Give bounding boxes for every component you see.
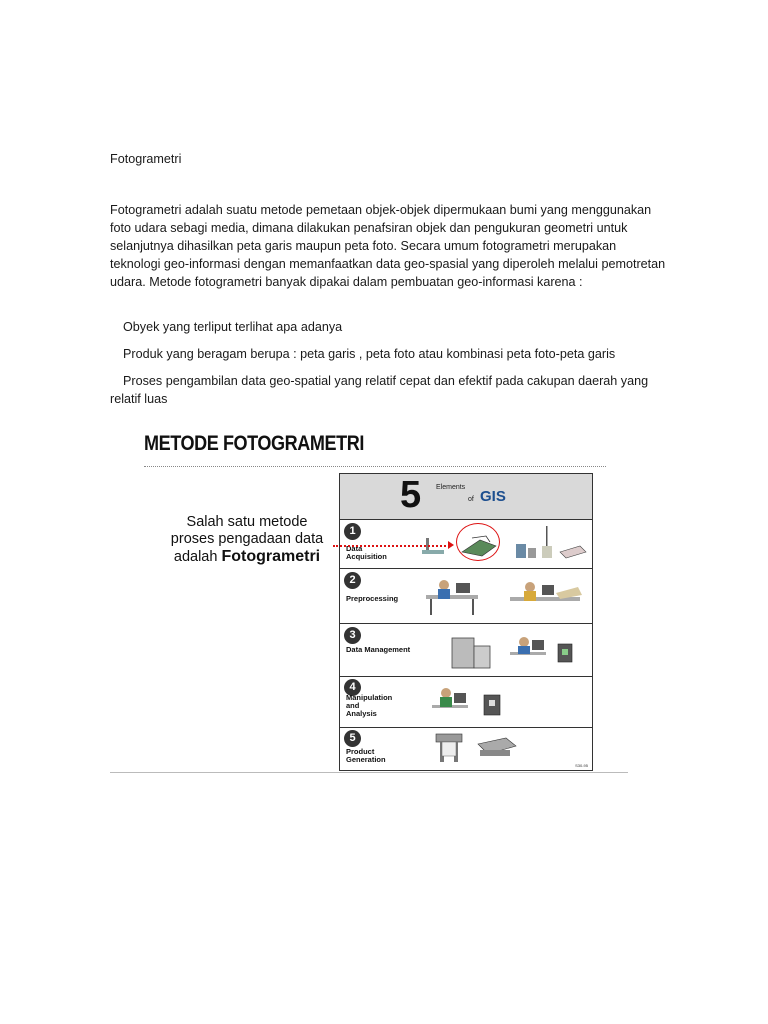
analysis-illustration-icon — [432, 683, 512, 723]
intro-paragraph: Fotogrametri adalah suatu metode pemetaan objek-objek dipermukaan bumi yang menggunakan foto udara sebagi media, dimana dilakukan penafsiran objek dan pengukuran geometri untuk selanjutnya dihasilkan peta garis maupun peta foto. Secara umum fotogrametri merupakan teknologi geo-informasi dengan memanfaatkan data geo-spasial yang diperoleh melalui pemotretan udara. Metode fotogrametri banyak dipakai dalam pembuatan geo-informasi karena : — [110, 203, 666, 289]
dotted-divider — [144, 466, 606, 467]
gis-word: GIS — [480, 488, 506, 505]
step-number: 4 — [344, 679, 361, 696]
step-row-preprocessing — [340, 569, 592, 624]
acquisition-illustration-icon — [420, 524, 588, 564]
step-number: 1 — [344, 523, 361, 540]
caption-line: proses pengadaan data — [170, 531, 324, 547]
gis-figure — [110, 428, 628, 774]
highlight-circle — [456, 523, 500, 561]
bullet-item: Obyek yang terliput terlihat apa adanya — [123, 320, 343, 334]
figure-title: METODE FOTOGRAMETRI — [144, 432, 364, 455]
step-label: Data Acquisition — [346, 544, 387, 561]
preprocessing-illustration-icon — [426, 573, 586, 621]
product-illustration-icon — [432, 730, 522, 766]
step-label: Manipulation and Analysis — [346, 693, 393, 718]
figure-caption — [162, 514, 332, 566]
gis-header — [340, 474, 592, 520]
step-row-product — [340, 728, 592, 770]
caption-prefix: adalah — [173, 549, 222, 565]
step-label: Product Generation — [346, 747, 386, 764]
data-management-illustration-icon — [450, 628, 582, 674]
gis-of-word: of — [468, 496, 474, 503]
gis-elements-panel — [339, 473, 593, 771]
gis-number: 5 — [400, 474, 422, 516]
figure-code: S30-95 — [575, 763, 588, 768]
page-title: Fotogrametri — [110, 152, 182, 166]
caption-emphasis: Fotogrametri — [221, 548, 321, 565]
step-label: Preprocessing — [346, 594, 399, 603]
caption-line: Salah satu metode — [186, 514, 308, 530]
red-dotted-arrow — [333, 545, 450, 547]
step-label: Data Management — [346, 645, 411, 654]
step-number: 5 — [344, 730, 361, 747]
arrow-head-icon — [448, 541, 454, 549]
figure-bottom-rule — [110, 772, 628, 773]
step-row-data-management — [340, 624, 592, 677]
step-number: 2 — [344, 572, 361, 589]
gis-elements-word: Elements — [436, 484, 466, 491]
step-row-manipulation — [340, 677, 592, 728]
bullet-item: Proses pengambilan data geo-spatial yang relatif cepat dan efektif pada cakupan daerah yang relatif luas — [110, 374, 649, 406]
bullet-item: Produk yang beragam berupa : peta garis , peta foto atau kombinasi peta foto-peta garis — [123, 347, 616, 361]
step-number: 3 — [344, 627, 361, 644]
caption-line — [162, 548, 332, 566]
